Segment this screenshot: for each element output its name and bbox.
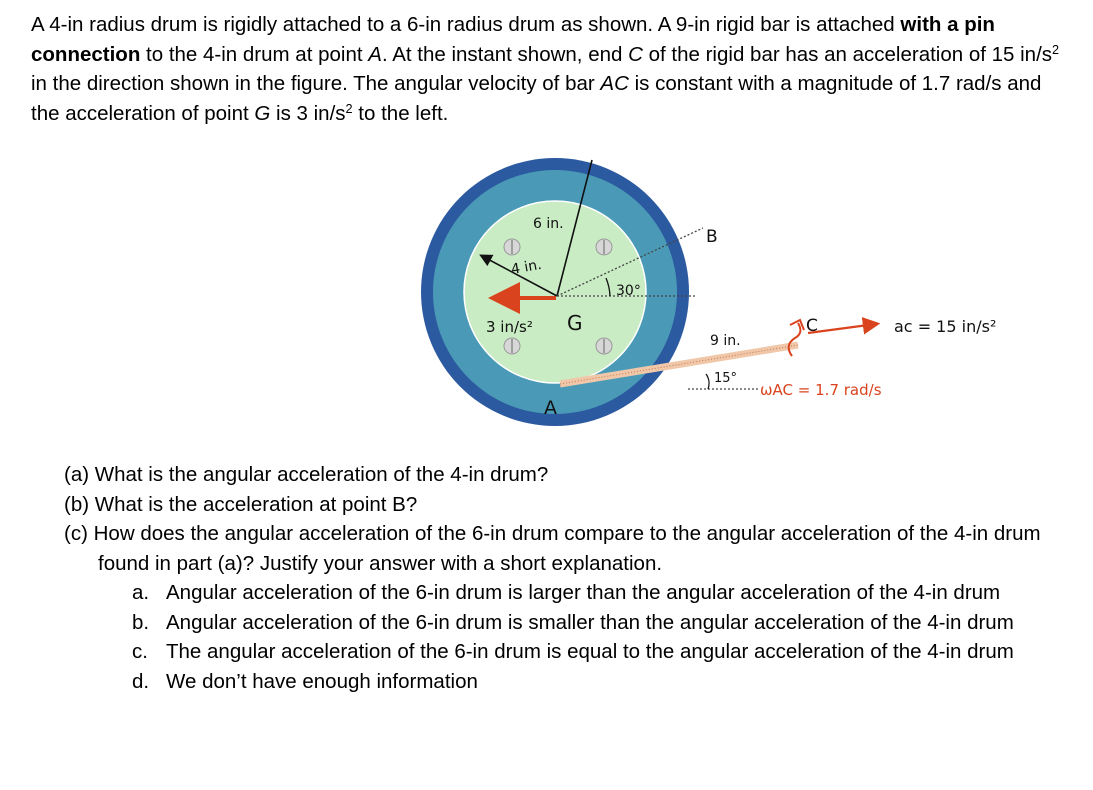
angular-velocity-arrowhead [790,320,804,330]
intro-text-1: A 4-in radius drum is rigidly attached to a 6-in radius drum as shown. A 9-in rigid bar is attached [31,13,901,36]
question-a [64,460,1074,490]
choice-a[interactable] [64,578,1074,608]
intro-bold-pin: with a pin connection [31,13,995,66]
bolt-icon [504,239,520,255]
label-30-deg: 30° [616,283,641,299]
point-g-ref: G [254,101,271,125]
question-marker: (b) [64,492,90,516]
questions-list [64,460,1074,696]
label-g-acceleration: 3 in/s² [486,318,533,336]
label-c: C [806,316,818,336]
question-marker: (a) [64,463,90,486]
choice-marker: b. [132,610,150,634]
bolt-icon [596,338,612,354]
choice-marker: c. [132,640,148,663]
intro-text-3: . At the instant shown, end [381,42,629,66]
choice-marker: a. [132,581,150,604]
drum-diagram [420,150,1060,440]
point-a-ref: A [368,42,382,66]
question-text: What is the acceleration at point B? [94,492,418,516]
question-text: What is the angular acceleration of the 4-in drum? [94,463,549,486]
drum-figure [420,150,1060,440]
label-ac: ac = 15 in/s² [894,317,997,336]
label-a: A [544,397,557,419]
choice-c[interactable] [64,637,1074,667]
question-text: How does the angular acceleration of the 6-in drum compare to the angular acceleration of the 4-in drum found in part (a)? Justify your answer with a short explanation. [93,522,1041,575]
superscript-2: 2 [1052,41,1060,57]
angle-15-arc [706,374,709,389]
answer-choices [64,578,1074,696]
label-9in: 9 in. [710,333,741,349]
intro-text-5: in the direction shown in the figure. The angular velocity of bar [31,72,601,95]
label-4in: 4 in. [509,256,543,278]
superscript-2: 2 [345,100,353,116]
intro-text-6: is constant with a magnitude of 1.7 rad/s and the acceleration of point [31,72,1042,125]
choice-b[interactable] [64,608,1074,638]
choice-text: We don’t have enough information [166,669,478,693]
label-omega-ac: ωAC = 1.7 rad/s [760,381,882,399]
angular-velocity-arc [789,323,801,356]
choice-text: Angular acceleration of the 6-in drum is smaller than the angular acceleration of the 4-in drum [166,610,1014,634]
intro-text-4: of the rigid bar has an acceleration of 15 in/s [642,42,1053,66]
label-6in: 6 in. [533,216,564,232]
label-15-deg: 15° [714,371,738,386]
question-b [64,490,1074,520]
bolt-icon [596,239,612,255]
intro-text-2: to the 4-in drum at point [140,42,369,66]
question-marker: (c) [64,522,88,545]
bar-ac-ref: AC [600,72,629,95]
point-c-ref: C [628,42,643,66]
c-acceleration-arrow [808,324,876,333]
bolt-icon [504,338,520,354]
choice-text: Angular acceleration of the 6-in drum is larger than the angular acceleration of the 4-in drum [166,581,1001,604]
question-c [64,519,1074,578]
intro-text-7: is 3 in/s [270,101,346,125]
choice-marker: d. [132,669,150,693]
choice-text: The angular acceleration of the 6-in drum is equal to the angular acceleration of the 4-in drum [166,640,1014,663]
problem-statement [31,10,1071,128]
label-b: B [706,227,718,247]
intro-text-8: to the left. [352,101,449,125]
choice-d[interactable] [64,667,1074,697]
label-g: G [567,311,583,335]
